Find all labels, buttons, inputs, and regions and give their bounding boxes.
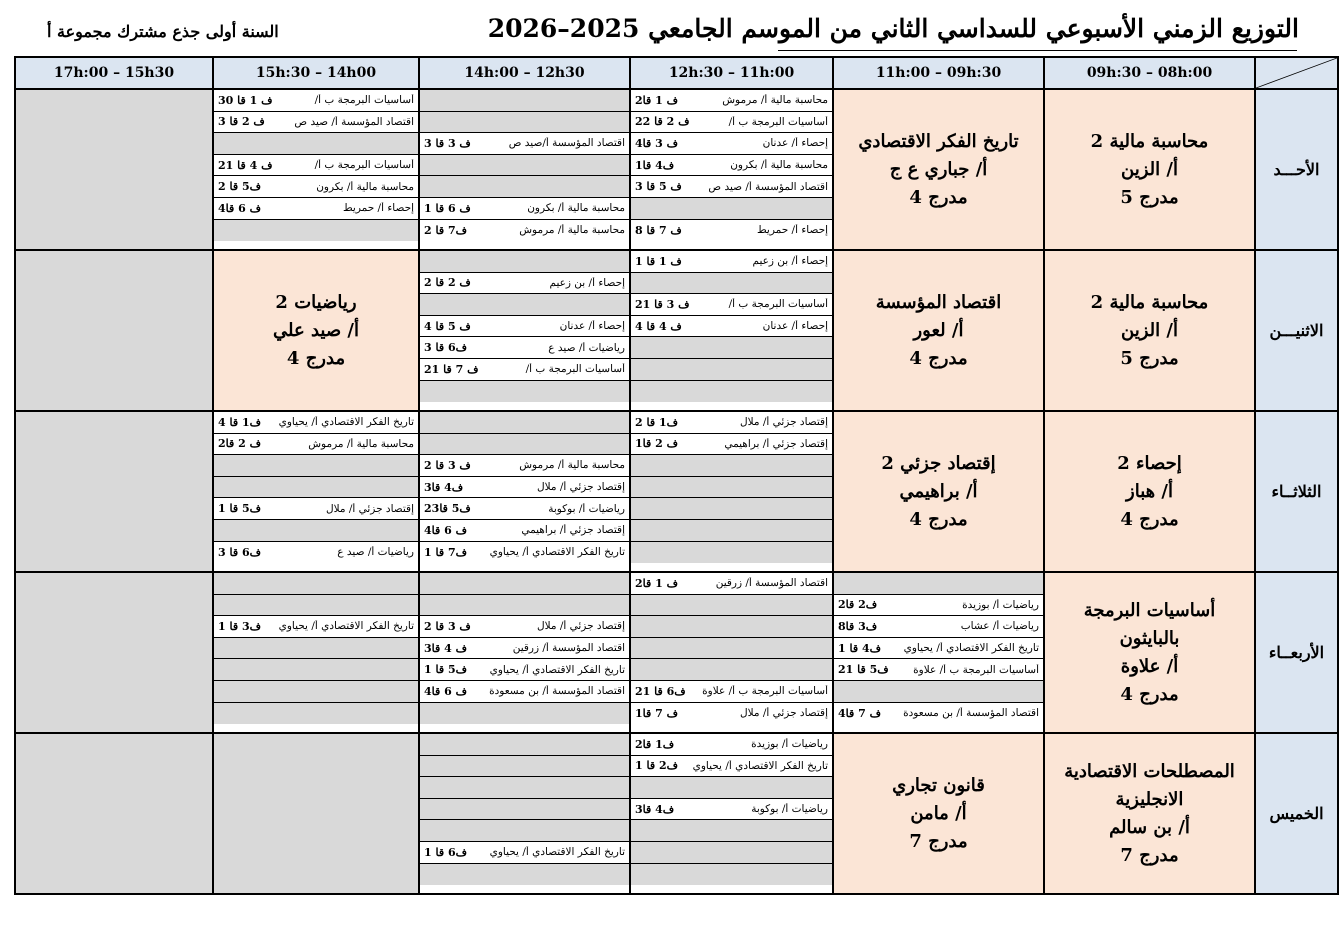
lecture-cell (1044, 411, 1255, 572)
section-slot (631, 520, 832, 542)
day-row (15, 250, 1338, 411)
slot-subject: تاريخ الفكر الاقتصادي أ/ يحياوي (489, 546, 625, 559)
section-slot (420, 498, 629, 520)
slot-subject: إحصاء أ/ بن زعيم (549, 276, 625, 289)
slot-room: ف 6 قا 1 (424, 201, 471, 215)
section-slot (214, 176, 418, 198)
slot-subject: اقتصاد المؤسسة أ/ بن مسعودة (489, 685, 625, 698)
section-slot (214, 595, 418, 617)
slot-room: ف 7 قا1 (635, 706, 678, 720)
lecture-line: محاسبة مالية 2 (1090, 291, 1209, 313)
slot-subject: أساسيات البرمجة ب أ/ (314, 94, 414, 107)
slot-room: ف7 قا 2 (424, 223, 467, 237)
lecture-cell (1044, 89, 1255, 250)
lecture-cell (1044, 250, 1255, 411)
slot-subject: محاسبة مالية أ/ مرموش (519, 459, 625, 472)
section-slot (631, 734, 832, 756)
slot-room: ف2 قا 1 (635, 759, 678, 773)
section-slot (420, 616, 629, 638)
section-slot (631, 756, 832, 778)
lecture-line: أ/ لعور (913, 319, 964, 341)
section-slot (631, 864, 832, 886)
title-underline (778, 50, 1297, 51)
section-slot (631, 681, 832, 703)
section-slot (420, 359, 629, 381)
slot-room: ف3 قا 1 (218, 619, 261, 633)
section-slot (631, 842, 832, 864)
lecture-line: مدرج 7 (909, 830, 968, 852)
section-slot (420, 176, 629, 198)
slot-subject: اقتصاد المؤسسة أ/ زرقين (512, 642, 625, 655)
lecture-line: مدرج 5 (1120, 186, 1179, 208)
slot-room: ف 3 قا 21 (635, 297, 690, 311)
section-slot (420, 681, 629, 703)
slot-subject: أساسيات البرمجة ب أ/ (728, 115, 828, 128)
section-slot (631, 477, 832, 499)
lecture-line: مدرج 4 (909, 508, 968, 530)
lecture-line: مدرج 4 (909, 347, 968, 369)
section-slot (631, 616, 832, 638)
slot-subject: إحصاء أ/ بن زعيم (752, 255, 828, 268)
section-slot (631, 799, 832, 821)
section-slot (420, 595, 629, 617)
slot-room: ف 1 قا2 (635, 576, 678, 590)
slot-subject: رياضيات أ/ بوكوبة (751, 803, 828, 816)
section-slot (420, 659, 629, 681)
section-slot (631, 90, 832, 112)
section-cell (630, 89, 833, 250)
section-slot (214, 638, 418, 660)
slot-room: ف 2 قا 22 (635, 115, 690, 129)
section-slot (631, 337, 832, 359)
empty-cell (15, 250, 213, 411)
slot-room: ف 7 قا 8 (635, 223, 682, 237)
section-slot (631, 251, 832, 273)
lecture-line: المصطلحات الاقتصادية (1064, 760, 1235, 782)
slot-subject: إقتصاد جزئي أ/ ملال (739, 416, 828, 429)
lecture-line: أ/ علاوة (1120, 655, 1179, 677)
corner-cell (1255, 57, 1338, 89)
section-slot (420, 198, 629, 220)
slot-room: ف5 قا 1 (218, 502, 261, 516)
lecture-line: مدرج 5 (1120, 347, 1179, 369)
section-slot (834, 659, 1043, 681)
slot-subject: إحصاء أ/ عدنان (559, 320, 625, 333)
slot-room: ف5 قا 1 (424, 663, 467, 677)
lecture-line: محاسبة مالية 2 (1090, 130, 1209, 152)
lecture-line: مدرج 4 (1120, 683, 1179, 705)
section-slot (214, 412, 418, 434)
lecture-cell (833, 411, 1044, 572)
slot-subject: أساسيات البرمجة ب أ/ (728, 298, 828, 311)
slot-subject: أساسيات البرمجة ب أ/ (314, 159, 414, 172)
section-slot (214, 220, 418, 242)
slot-room: ف 1 قا 1 (635, 254, 682, 268)
section-slot (631, 220, 832, 242)
lecture-cell (833, 733, 1044, 894)
section-slot (631, 294, 832, 316)
section-slot (214, 681, 418, 703)
slot-subject: إقتصاد جزئي أ/ ملال (739, 707, 828, 720)
slot-room: ف5 قا 21 (838, 663, 889, 677)
section-slot (214, 112, 418, 134)
section-slot (631, 155, 832, 177)
time-slot-4: 14h:00 – 12h30 (419, 57, 630, 89)
lecture-line: أ/ بن سالم (1109, 816, 1190, 838)
section-slot (420, 734, 629, 756)
day-name: الاثنيـــن (1255, 250, 1338, 411)
section-slot (631, 434, 832, 456)
slot-room: ف 1 قا 30 (218, 93, 273, 107)
slot-subject: رياضيات أ/ عشاب (960, 620, 1039, 633)
section-cell (630, 250, 833, 411)
slot-subject: تاريخ الفكر الاقتصادي أ/ يحياوي (489, 663, 625, 676)
slot-subject: اقتصاد المؤسسة أ/ بن مسعودة (903, 707, 1039, 720)
lecture-line: إحصاء 2 (1117, 452, 1182, 474)
time-slot-2: 11h:00 – 09h:30 (833, 57, 1044, 89)
slot-room: ف6 قا 1 (424, 845, 467, 859)
lecture-line: قانون تجاري (892, 774, 985, 796)
section-slot (420, 638, 629, 660)
slot-subject: إحصاء أ/ حمريط (756, 224, 828, 237)
lecture-cell (833, 250, 1044, 411)
empty-cell (15, 572, 213, 733)
section-slot (420, 573, 629, 595)
section-slot (420, 133, 629, 155)
slot-subject: تاريخ الفكر الاقتصادي أ/ يحياوي (903, 642, 1039, 655)
slot-room: ف 7 قا4 (838, 706, 881, 720)
section-slot (420, 412, 629, 434)
section-slot (420, 220, 629, 242)
section-slot (834, 681, 1043, 703)
lecture-line: مدرج 4 (1120, 508, 1179, 530)
day-row (15, 733, 1338, 894)
section-cell (419, 250, 630, 411)
section-slot (834, 616, 1043, 638)
section-slot (214, 455, 418, 477)
slot-subject: أساسيات البرمجة ب أ/ علاوة (702, 685, 828, 698)
lecture-line: أساسيات البرمجة (1083, 599, 1216, 621)
slot-room: ف 6 قا4 (424, 523, 467, 537)
time-slot-3: 12h:30 – 11h:00 (630, 57, 833, 89)
slot-room: ف 2 قا2 (218, 437, 261, 451)
lecture-line: الانجليزية (1115, 788, 1184, 810)
page-title: التوزيع الزمني الأسبوعي للسداسي الثاني من الموسم الجامعي 2025–2026 (487, 14, 1299, 43)
slot-room: ف 5 قا 3 (635, 180, 682, 194)
slot-room: ف3 قا8 (838, 619, 878, 633)
section-slot (420, 864, 629, 886)
slot-subject: محاسبة مالية أ/ مرموش (308, 437, 414, 450)
slot-subject: إقتصاد جزئي أ/ ملال (536, 620, 625, 633)
section-slot (631, 412, 832, 434)
section-slot (631, 659, 832, 681)
slot-subject: رياضيات أ/ صيد ع (548, 341, 625, 354)
section-slot (631, 381, 832, 403)
section-slot (834, 595, 1043, 617)
empty-cell (15, 411, 213, 572)
section-slot (631, 703, 832, 725)
slot-room: ف 1 قا2 (635, 93, 678, 107)
lecture-line: أ/ الزين (1121, 158, 1178, 180)
slot-subject: رياضيات أ/ بوكوبة (548, 502, 625, 515)
slot-room: ف 4 قا 21 (218, 158, 273, 172)
lecture-line: تاريخ الفكر الاقتصادي (858, 130, 1019, 152)
slot-room: ف 7 قا 21 (424, 362, 479, 376)
slot-room: ف 6 قا4 (218, 201, 261, 215)
lecture-line: إقتصاد جزئي 2 (881, 452, 996, 474)
slot-room: ف 2 قا 2 (424, 276, 471, 290)
slot-subject: إقتصاد جزئي أ/ براهيمي (724, 437, 828, 450)
lecture-line: أ/ جباري ع ج (889, 158, 988, 180)
slot-subject: تاريخ الفكر الاقتصادي أ/ يحياوي (692, 759, 828, 772)
slot-room: ف 3 قا 3 (424, 136, 471, 150)
slot-room: ف 3 قا4 (635, 136, 678, 150)
section-slot (631, 198, 832, 220)
slot-subject: تاريخ الفكر الاقتصادي أ/ يحياوي (278, 620, 414, 633)
section-slot (631, 573, 832, 595)
slot-room: ف1 قا2 (635, 737, 675, 751)
section-slot (214, 198, 418, 220)
section-slot (420, 112, 629, 134)
slot-room: ف5 قا23 (424, 502, 471, 516)
empty-cell (15, 733, 213, 894)
lecture-cell (213, 250, 419, 411)
section-slot (420, 337, 629, 359)
lecture-line: بالبايثون (1119, 627, 1180, 649)
lecture-line: مدرج 4 (286, 347, 346, 369)
section-slot (420, 477, 629, 499)
section-slot (631, 455, 832, 477)
slot-room: ف5 قا 2 (218, 180, 261, 194)
section-slot (631, 176, 832, 198)
section-slot (214, 90, 418, 112)
slot-subject: تاريخ الفكر الاقتصادي أ/ يحياوي (489, 846, 625, 859)
section-cell (630, 411, 833, 572)
section-slot (420, 155, 629, 177)
section-slot (214, 703, 418, 725)
section-cell (630, 733, 833, 894)
slot-subject: أساسيات البرمجة ب أ/ (525, 363, 625, 376)
timetable (14, 56, 1339, 895)
section-slot (214, 155, 418, 177)
slot-room: ف 2 قا1 (635, 437, 678, 451)
section-slot (631, 638, 832, 660)
slot-subject: رياضيات أ/ بوزيدة (962, 598, 1039, 611)
slot-room: ف6 قا 21 (635, 684, 686, 698)
section-cell (419, 572, 630, 733)
slot-room: ف4 قا3 (424, 480, 464, 494)
section-slot (631, 498, 832, 520)
slot-subject: رياضيات أ/ بوزيدة (751, 738, 828, 751)
slot-room: ف 3 قا 2 (424, 619, 471, 633)
slot-room: ف1 قا 2 (635, 415, 678, 429)
slot-subject: إحصاء أ/ عدنان (762, 137, 828, 150)
section-slot (631, 595, 832, 617)
slot-subject: محاسبة مالية أ/ مرموش (519, 224, 625, 237)
day-row (15, 89, 1338, 250)
time-slot-5: 15h:30 – 14h00 (213, 57, 419, 89)
lecture-line: أ/ صيد علي (273, 319, 359, 341)
section-slot (214, 542, 418, 564)
section-cell (419, 89, 630, 250)
section-cell (419, 411, 630, 572)
slot-subject: اقتصاد المؤسسة أ/ زرقين (715, 577, 828, 590)
time-slot-6: 17h:00 – 15h30 (15, 57, 213, 89)
section-slot (214, 616, 418, 638)
lecture-line: مدرج 4 (909, 186, 968, 208)
slot-subject: تاريخ الفكر الاقتصادي أ/ يحياوي (278, 416, 414, 429)
section-slot (420, 542, 629, 564)
section-slot (214, 498, 418, 520)
slot-room: ف4 قا1 (635, 158, 675, 172)
section-slot (420, 316, 629, 338)
slot-room: ف 2 قا 3 (218, 115, 265, 129)
lecture-line: أ/ براهيمي (899, 480, 978, 502)
slot-subject: اقتصاد المؤسسة أ/صيد ص (508, 137, 625, 150)
section-slot (834, 703, 1043, 725)
lecture-line: أ/ مامن (910, 802, 967, 824)
section-cell (213, 411, 419, 572)
slot-subject: رياضيات أ/ صيد ع (337, 546, 414, 559)
section-slot (631, 133, 832, 155)
slot-subject: إقتصاد جزئي أ/ ملال (325, 502, 414, 515)
section-slot (420, 273, 629, 295)
day-row (15, 572, 1338, 733)
lecture-line: أ/ الزين (1121, 319, 1178, 341)
section-slot (420, 455, 629, 477)
section-slot (631, 112, 832, 134)
slot-subject: محاسبة مالية أ/ بكرون (730, 159, 828, 172)
slot-room: ف 3 قا 2 (424, 458, 471, 472)
day-name: الثلاثــاء (1255, 411, 1338, 572)
slot-subject: اقتصاد المؤسسة أ/ صيد ص (294, 115, 414, 128)
slot-room: ف6 قا 3 (218, 545, 261, 559)
slot-subject: إقتصاد جزئي أ/ براهيمي (521, 524, 625, 537)
slot-subject: محاسبة مالية أ/ بكرون (316, 180, 414, 193)
lecture-line: رياضيات 2 (275, 291, 357, 313)
section-slot (420, 520, 629, 542)
section-slot (631, 359, 832, 381)
section-slot (834, 573, 1043, 595)
section-cell (630, 572, 833, 733)
section-slot (214, 434, 418, 456)
section-slot (214, 477, 418, 499)
lecture-cell (833, 89, 1044, 250)
slot-subject: محاسبة مالية أ/ بكرون (527, 202, 625, 215)
slot-room: ف1 قا 4 (218, 415, 261, 429)
slot-subject: اقتصاد المؤسسة أ/ صيد ص (708, 180, 828, 193)
day-row (15, 411, 1338, 572)
section-cell (213, 572, 419, 733)
slot-room: ف4 قا 1 (838, 641, 881, 655)
section-slot (420, 799, 629, 821)
slot-room: ف4 قا3 (635, 802, 675, 816)
section-cell (419, 733, 630, 894)
section-slot (214, 659, 418, 681)
day-name: الخميس (1255, 733, 1338, 894)
section-slot (631, 777, 832, 799)
section-slot (420, 434, 629, 456)
slot-room: ف 5 قا 4 (424, 319, 471, 333)
lecture-line: مدرج 7 (1120, 844, 1179, 866)
lecture-line: أ/ هباز (1126, 480, 1173, 502)
day-name: الأحـــد (1255, 89, 1338, 250)
lecture-cell (1044, 572, 1255, 733)
slot-subject: إحصاء أ/ حمريط (342, 202, 414, 215)
empty-cell (15, 89, 213, 250)
section-slot (631, 273, 832, 295)
slot-subject: أساسيات البرمجة ب أ/ علاوة (913, 663, 1039, 676)
section-cell (213, 89, 419, 250)
section-slot (420, 251, 629, 273)
empty-cell (213, 733, 419, 894)
schedule-body (15, 89, 1338, 894)
section-slot (631, 542, 832, 564)
section-slot (631, 820, 832, 842)
section-slot (420, 820, 629, 842)
slot-subject: إقتصاد جزئي أ/ ملال (536, 481, 625, 494)
lecture-line: اقتصاد المؤسسة (875, 291, 1002, 313)
section-slot (420, 756, 629, 778)
section-slot (834, 638, 1043, 660)
section-slot (214, 133, 418, 155)
time-header-row (15, 57, 1338, 89)
section-slot (420, 294, 629, 316)
slot-subject: محاسبة مالية أ/ مرموش (722, 94, 828, 107)
section-slot (420, 777, 629, 799)
section-slot (631, 316, 832, 338)
slot-room: ف2 قا2 (838, 598, 878, 612)
section-slot (420, 381, 629, 403)
slot-room: ف7 قا 1 (424, 545, 467, 559)
slot-room: ف6 قا 3 (424, 341, 467, 355)
section-slot (214, 520, 418, 542)
group-label: السنة أولى جذع مشترك مجموعة أ (47, 22, 279, 41)
slot-subject: إحصاء أ/ عدنان (762, 320, 828, 333)
section-slot (420, 842, 629, 864)
lecture-cell (1044, 733, 1255, 894)
section-cell (833, 572, 1044, 733)
section-slot (420, 90, 629, 112)
section-slot (420, 703, 629, 725)
slot-room: ف 4 قا3 (424, 641, 467, 655)
slot-room: ف 4 قا 4 (635, 319, 682, 333)
slot-room: ف 6 قا4 (424, 684, 467, 698)
day-name: الأربعــاء (1255, 572, 1338, 733)
section-slot (214, 573, 418, 595)
time-slot-1: 09h:30 – 08h:00 (1044, 57, 1255, 89)
